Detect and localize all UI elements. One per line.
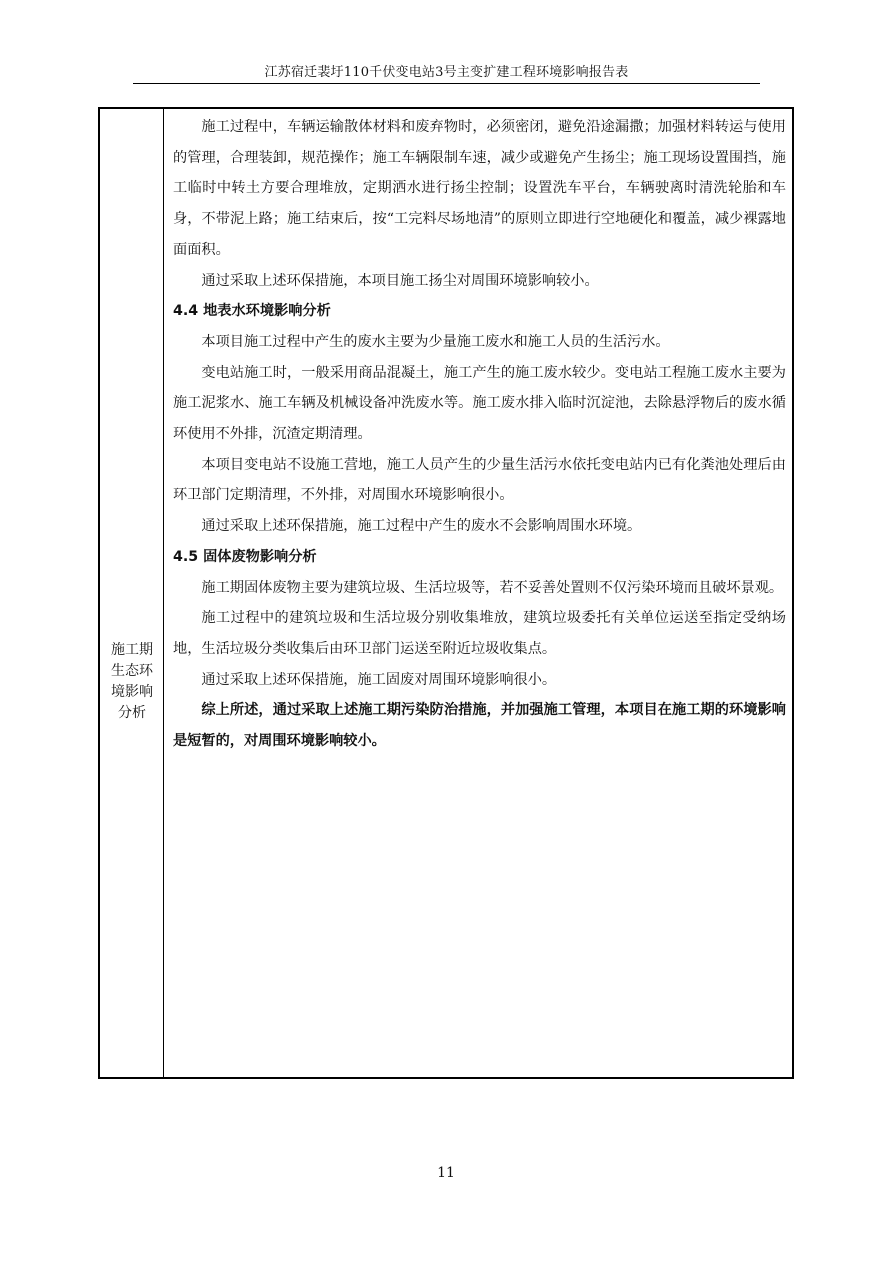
table-label-cell (100, 109, 164, 1077)
document-header-title: 江苏宿迁裴圩110千伏变电站3号主变扩建工程环境影响报告表 (264, 65, 629, 80)
solid-waste-paragraph: 施工期固体废物主要为建筑垃圾、生活垃圾等，若不妥善处置则不仅污染环境而且破坏景观。 (201, 579, 784, 596)
surface-water-paragraph: 本项目施工过程中产生的废水主要为少量施工废水和施工人员的生活污水。 (201, 333, 670, 350)
surface-water-paragraph: 通过采取上述环保措施，施工过程中产生的废水不会影响周围水环境。 (201, 518, 642, 535)
surface-water-paragraph: 本项目变电站不设施工营地，施工人员产生的少量生活污水依托变电站内已有化粪池处理后由环卫部门定期清理，不外排，对周围水环境影响很小。 (173, 456, 786, 504)
solid-waste-paragraph: 通过采取上述环保措施，施工固废对周围环境影响很小。 (201, 671, 557, 688)
solid-waste-paragraph: 施工过程中的建筑垃圾和生活垃圾分别收集堆放，建筑垃圾委托有关单位运送至指定受纳场地，生活垃圾分类收集后由环卫部门运送至附近垃圾收集点。 (173, 610, 786, 657)
report-table (98, 107, 794, 1079)
row-label: 施工期生态环境影响分析 (111, 642, 153, 721)
page-number: 11 (437, 1165, 455, 1181)
dust-summary-paragraph: 通过采取上述环保措施，本项目施工扬尘对周围环境影响较小。 (201, 272, 599, 289)
table-content-cell (164, 109, 792, 1077)
dust-measures-paragraph: 施工过程中，车辆运输散体材料和废弃物时，必须密闭，避免沿途漏撒；加强材料转运与使用的管理，合理装卸，规范操作；施工车辆限制车速，减少或避免产生扬尘；施工现场设置围挡，施工临时中转土方要合理堆放，定期洒水进行扬尘控制；设置洗车平台，车辆驶离时清洗轮胎和车身，不带泥上路；施工结束后，按“工完料尽场地清”的原则立即进行空地硬化和覆盖，减少裸露地面面积。 (173, 119, 786, 258)
section-heading-solid-waste: 4.5 固体废物影响分析 (173, 548, 317, 565)
surface-water-paragraph: 变电站施工时，一般采用商品混凝土，施工产生的施工废水较少。变电站工程施工废水主要为施工泥浆水、施工车辆及机械设备冲洗废水等。施工废水排入临时沉淀池，去除悬浮物后的废水循环使用不外排，沉渣定期清理。 (173, 364, 786, 443)
section-heading-surface-water: 4.4 地表水环境影响分析 (173, 303, 331, 320)
conclusion-paragraph: 综上所述，通过采取上述施工期污染防治措施，并加强施工管理，本项目在施工期的环境影响是短暂的，对周围环境影响较小。 (173, 702, 786, 750)
header-rule (133, 83, 760, 84)
